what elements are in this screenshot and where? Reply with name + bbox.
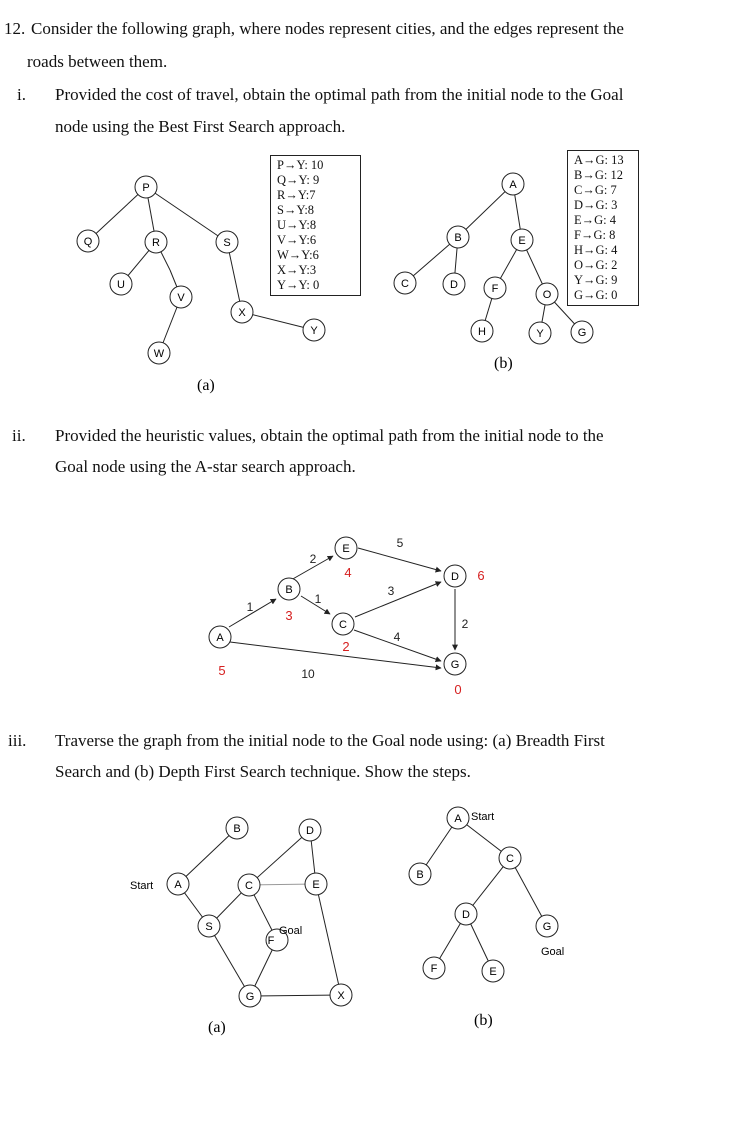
graph-i-b-nodes: [394, 173, 593, 344]
part-i-line1: Provided the cost of travel, obtain the optimal path from the initial node to the Goal: [55, 85, 624, 104]
svg-text:A: A: [509, 179, 517, 191]
part-iii-line2: Search and (b) Depth First Search technique. Show the steps.: [55, 762, 471, 781]
node-c: [499, 847, 521, 869]
svg-text:O: O: [542, 289, 552, 301]
node-b: [409, 863, 431, 885]
question-number: 12.: [4, 19, 26, 38]
heuristic-g: 0: [454, 682, 462, 697]
node-a: [209, 626, 231, 648]
start-label-b: Start: [471, 811, 495, 823]
heuristic-b-row: F→G: 8: [574, 228, 616, 242]
svg-text:D: D: [306, 825, 314, 837]
graph-i-a-nodes: [77, 176, 325, 364]
svg-text:D: D: [451, 571, 459, 583]
part-ii-numeral: ii.: [12, 426, 26, 445]
heuristic-b-row: E→G: 4: [574, 213, 617, 227]
svg-text:P: P: [142, 182, 150, 194]
node-r: [145, 231, 167, 253]
heuristic-b-row: Y→G: 9: [574, 273, 618, 287]
start-label-a: Start: [130, 880, 154, 892]
cost-a-b: 1: [246, 600, 254, 614]
node-a: [447, 807, 469, 829]
edge-g-x: [250, 995, 341, 996]
node-a: [167, 873, 189, 895]
edge-c-d: [355, 582, 441, 617]
svg-text:B: B: [285, 584, 293, 596]
heuristic-b: 3: [285, 608, 293, 623]
node-b: [226, 817, 248, 839]
question-intro-line1: Consider the following graph, where nodes represent cities, and the edges represent the: [31, 19, 624, 38]
heuristic-e: 4: [344, 565, 352, 580]
edge-e-x: [316, 884, 341, 995]
cost-b-c: 1: [314, 592, 322, 606]
node-d: [444, 565, 466, 587]
svg-text:C: C: [339, 619, 347, 631]
node-o: [536, 283, 558, 305]
node-w: [148, 342, 170, 364]
node-e: [511, 229, 533, 251]
node-s: [198, 915, 220, 937]
part-i-numeral: i.: [17, 85, 26, 104]
node-g: [571, 321, 593, 343]
cost-d-g: 2: [461, 617, 469, 631]
node-g: [444, 653, 466, 675]
node-b: [278, 578, 300, 600]
node-p: [135, 176, 157, 198]
svg-text:E: E: [342, 543, 350, 555]
node-a: [502, 173, 524, 195]
cost-a-g: 10: [301, 667, 315, 681]
heuristic-b-row: C→G: 7: [574, 183, 617, 197]
part-iii-line1: Traverse the graph from the initial node to the Goal node using: (a) Breadth First: [55, 731, 605, 750]
node-b: [447, 226, 469, 248]
heuristic-a-row: W→Y:6: [277, 248, 319, 262]
svg-text:G: G: [450, 659, 460, 671]
caption-i-a: (a): [197, 377, 215, 394]
svg-text:U: U: [117, 279, 125, 291]
graph-i-a: [88, 187, 314, 353]
caption-iii-b: (b): [474, 1012, 493, 1029]
svg-text:D: D: [462, 909, 470, 921]
edge-a-g: [230, 642, 441, 668]
node-f: [423, 957, 445, 979]
node-e: [305, 873, 327, 895]
node-s: [216, 231, 238, 253]
node-h: [471, 320, 493, 342]
svg-text:F: F: [430, 963, 438, 975]
svg-text:R: R: [152, 237, 160, 249]
svg-text:F: F: [491, 283, 499, 295]
svg-text:G: G: [542, 921, 552, 933]
svg-text:E: E: [312, 879, 320, 891]
graph-iii-a-nodes: [167, 817, 352, 1007]
svg-text:C: C: [401, 278, 409, 290]
caption-i-b: (b): [494, 355, 513, 372]
node-g: [239, 985, 261, 1007]
part-ii-line2: Goal node using the A-star search approach.: [55, 457, 356, 476]
svg-text:D: D: [450, 279, 458, 291]
svg-text:B: B: [416, 869, 424, 881]
node-y: [529, 322, 551, 344]
svg-text:X: X: [238, 307, 246, 319]
cost-b-e: 2: [309, 552, 317, 566]
heuristic-b-row: B→G: 12: [574, 168, 623, 182]
svg-text:S: S: [205, 921, 213, 933]
svg-text:Y: Y: [536, 328, 544, 340]
svg-text:G: G: [245, 991, 255, 1003]
svg-text:W: W: [153, 348, 165, 360]
node-e: [482, 960, 504, 982]
heuristic-a: 5: [218, 663, 226, 678]
edge-s-g: [209, 926, 250, 996]
part-i-line2: node using the Best First Search approach.: [55, 117, 346, 136]
svg-text:A: A: [174, 879, 182, 891]
node-e: [335, 537, 357, 559]
cost-e-d: 5: [396, 536, 404, 550]
node-u: [110, 273, 132, 295]
svg-text:A: A: [216, 632, 224, 644]
svg-text:X: X: [337, 990, 345, 1002]
svg-text:B: B: [454, 232, 462, 244]
edge-c-d: [249, 830, 310, 885]
cost-c-d: 3: [387, 584, 395, 598]
edge-a-b: [178, 828, 237, 884]
goal-label-b: Goal: [541, 946, 565, 958]
heuristic-b-row: A→G: 13: [574, 153, 624, 167]
heuristic-a-row: V→Y:6: [277, 233, 317, 247]
svg-text:B: B: [233, 823, 241, 835]
graph-i-b: [405, 184, 582, 333]
heuristic-a-row: X→Y:3: [277, 263, 317, 277]
part-ii-line1: Provided the heuristic values, obtain the optimal path from the initial node to the: [55, 426, 604, 445]
heuristic-a-row: P→Y: 10: [277, 158, 324, 172]
heuristic-d: 6: [477, 568, 485, 583]
heuristic-a-row: Q→Y: 9: [277, 173, 320, 187]
cost-c-g: 4: [393, 630, 401, 644]
svg-text:Y: Y: [310, 325, 318, 337]
graph-iii-b-nodes: [409, 807, 558, 982]
heuristic-b-row: O→G: 2: [574, 258, 618, 272]
svg-text:Q: Q: [83, 236, 93, 248]
goal-label-a: Goal: [279, 925, 303, 937]
edge-p-q: [88, 187, 146, 241]
edge-e-d: [358, 548, 441, 571]
graph-iii-a-edges: [178, 828, 341, 996]
node-x: [330, 984, 352, 1006]
node-v: [170, 286, 192, 308]
part-iii-numeral: iii.: [8, 731, 27, 750]
heuristic-a-row: S→Y:8: [277, 203, 315, 217]
heuristic-b-row: D→G: 3: [574, 198, 618, 212]
svg-text:E: E: [518, 235, 526, 247]
svg-text:G: G: [577, 327, 587, 339]
svg-text:A: A: [454, 813, 462, 825]
node-f: [484, 277, 506, 299]
node-c: [238, 874, 260, 896]
node-q: [77, 230, 99, 252]
caption-iii-a: (a): [208, 1019, 226, 1036]
question-intro-line2: roads between them.: [27, 52, 168, 71]
node-y: [303, 319, 325, 341]
node-g: [536, 915, 558, 937]
edge-c-g: [510, 858, 547, 926]
svg-text:F: F: [267, 935, 275, 947]
graph-iii-b-edges: [420, 818, 547, 971]
node-c: [332, 613, 354, 635]
heuristic-b-row: G→G: 0: [574, 288, 618, 302]
node-x: [231, 301, 253, 323]
svg-text:C: C: [245, 880, 253, 892]
svg-text:V: V: [177, 292, 185, 304]
svg-text:E: E: [489, 966, 497, 978]
heuristic-a-row: U→Y:8: [277, 218, 317, 232]
heuristic-a-row: Y→Y: 0: [277, 278, 320, 292]
heuristic-a-row: R→Y:7: [277, 188, 316, 202]
node-d: [455, 903, 477, 925]
svg-text:C: C: [506, 853, 514, 865]
heuristic-c: 2: [342, 639, 350, 654]
node-d: [299, 819, 321, 841]
svg-text:S: S: [223, 237, 231, 249]
node-c: [394, 272, 416, 294]
node-d: [443, 273, 465, 295]
svg-text:H: H: [478, 326, 486, 338]
heuristic-b-row: H→G: 4: [574, 243, 618, 257]
